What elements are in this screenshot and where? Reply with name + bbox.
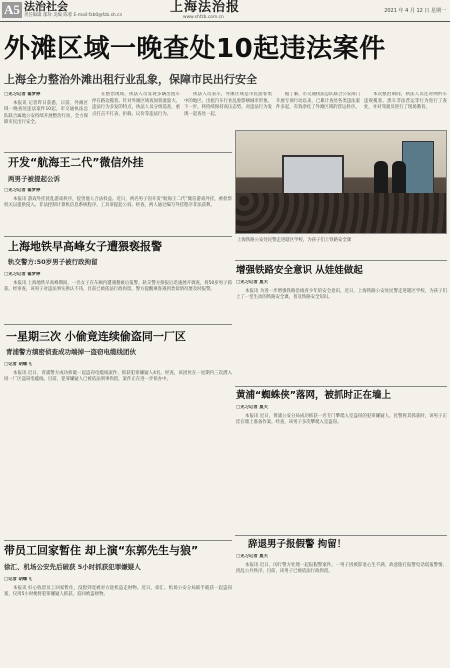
article-title: 黄浦“蜘蛛侠”落网，被抓时正在墙上 bbox=[236, 390, 391, 401]
article-title: 带员工回家暂住 却上演“东郭先生与狼” bbox=[4, 544, 199, 557]
article-body bbox=[236, 280, 447, 384]
lead-byline: □见习记者 翟梦婷 bbox=[4, 92, 41, 97]
lead-text-4: 据了解，市交通执法总队联合公安部门开展专项行动以来，已累计查处各类违法案件多起，有效净化了外滩区域的营运秩序。 bbox=[276, 92, 360, 111]
students-crowd bbox=[236, 193, 446, 233]
school-safety-photo bbox=[235, 130, 447, 234]
article-text: 本报讯 近日，青浦警方成功侦破一起盗窃电缆线案件，抓获犯罪嫌疑人4名。经查，该团伙在一星期内三次潜入同一厂区盗窃电缆线。目前，犯罪嫌疑人已被依法刑事拘留，案件正在进一步侦办中。 bbox=[4, 370, 232, 383]
masthead bbox=[0, 0, 450, 22]
divider bbox=[235, 260, 447, 261]
article-subtitle: 轨交警方:50岁男子被行政拘留 bbox=[8, 258, 98, 266]
article-byline: □见习记者 翟梦婷 bbox=[4, 188, 41, 193]
lead-col-2 bbox=[92, 92, 180, 150]
article-text: 本报讯 好心收留员工回家暂住，没想到竟被对方趁机盗走财物。近日，徐汇、机场公安分局联手破获一起盗窃案，仅用5小时便将犯罪嫌疑人抓获，追回被盗财物。 bbox=[4, 585, 232, 598]
article-title: 上海地铁早高峰女子遭猥亵报警 bbox=[8, 240, 162, 253]
article-byline: □见习记者 夏天 bbox=[236, 280, 269, 285]
article-body bbox=[4, 188, 232, 232]
lead-text-1: 本报讯 记者昨日获悉，日前，外滩区域一晚查处违法案件10起，市交通执法总队联合属地公安持续开展整治行动，全力保障市民出行安全。 bbox=[4, 100, 88, 126]
divider bbox=[4, 236, 232, 237]
lead-text-2: 在整治现场，执法人员发现多辆出租车停在路边揽客。针对外滩区域夜间客流量大、违法行为多发的特点，执法人员分组巡查，重点打击不打表、拒载、议价等违法行为。 bbox=[92, 92, 180, 117]
projector-screen bbox=[282, 155, 344, 195]
lead-text-5: 本次整治期间，执法人员还对网约车违规揽客、黑车非法营运等行为进行了查处，并对驾驶员进行了现场教育。 bbox=[364, 92, 447, 111]
article-subtitle: 青浦警方缜密侦查成功端掉一盗窃电缆线团伙 bbox=[6, 348, 136, 356]
lead-headline: 外滩区域一晚查处10起违法案件 bbox=[4, 34, 386, 64]
lead-col-4 bbox=[276, 92, 360, 128]
article-text: 本报讯 近日，黄浦公安分局成功抓获一名专门攀爬入室盗窃的犯罪嫌疑人，民警将其抓获时，该男子正挂在墙上准备作案。经查，该男子多次攀爬入室盗窃。 bbox=[236, 413, 447, 426]
divider bbox=[4, 540, 232, 541]
article-body bbox=[4, 577, 232, 663]
lead-col-1 bbox=[4, 92, 88, 150]
divider bbox=[4, 324, 232, 325]
article-byline: □见习记者 夏天 bbox=[236, 405, 269, 410]
article-title: 一星期三次 小偷竟连续偷盗同一厂区 bbox=[6, 330, 186, 343]
article-subtitle: 徐汇、机场公安先后破获 5小时抓获犯罪嫌疑人 bbox=[4, 563, 141, 571]
newspaper-url: www.shfzb.com.cn bbox=[183, 15, 224, 20]
page-number: A5 bbox=[4, 2, 20, 17]
lead-subhead: 上海全力整治外滩出租行业乱象，保障市民出行安全 bbox=[4, 73, 257, 86]
photo-caption: 上海铁路公安处民警走进辖区学校，为孩子们上铁路安全课 bbox=[237, 238, 352, 243]
article-byline: □记者 胡蝶飞 bbox=[4, 362, 32, 367]
article-byline: □记者 胡蝶飞 bbox=[4, 577, 32, 582]
editor-meta: 责任编辑 邵珍 美编 陈蓉 E-mail:fzb0@fzb.sh.cn bbox=[24, 13, 123, 18]
article-body bbox=[236, 554, 447, 664]
article-text: 本报讯 近日，闵行警方处理一起报假警案件。一男子因被辞退心生不满，故意拨打报警电话谎报警情，扰乱公共秩序。目前，该男子已被依法行政拘留。 bbox=[236, 562, 447, 575]
article-byline: □见习记者 翟梦婷 bbox=[4, 272, 41, 277]
divider bbox=[235, 535, 447, 536]
article-title: 增强铁路安全意识 从娃娃做起 bbox=[236, 265, 363, 276]
article-text: 本报讯 游戏外挂扰乱游戏秩序，侵害他人合法权益。近日，两名男子因开发“航海王二代”微信游戏外挂，被检察机关以提供侵入、非法控制计算机信息系统程序、工具罪提起公诉。经查，两人通过编写外挂程序非法获利。 bbox=[4, 196, 232, 209]
lead-text-3: 执法人员表示，外滩区域是市民游客集中的地区，出租汽车行业乱象影响城市形象。下一步，将持续保持高压态势，对违法行为发现一起查处一起。 bbox=[184, 92, 272, 117]
newspaper-title: 上海法治报 bbox=[170, 0, 241, 15]
section-name: 法治社会 bbox=[24, 0, 68, 13]
divider bbox=[235, 386, 447, 387]
article-text: 本报讯 为进一步增强铁路沿线青少年的安全意识，近日，上海铁路公安处民警走进辖区学校，为孩子们上了一堂生动的铁路安全课，普及铁路安全知识。 bbox=[236, 288, 447, 301]
article-body bbox=[4, 272, 232, 318]
door-shape bbox=[402, 141, 434, 197]
lead-col-5 bbox=[364, 92, 447, 128]
article-title: 开发“航海王二代”微信外挂 bbox=[8, 156, 144, 169]
article-byline: □见习记者 夏天 bbox=[236, 554, 269, 559]
article-title: 辞退男子报假警 拘留！ bbox=[248, 539, 347, 550]
divider bbox=[4, 152, 232, 153]
article-body bbox=[4, 362, 232, 418]
article-text: 本报讯 上海地铁早高峰期间，一名女子在车厢内遭遇猥亵后报警。轨交警方接报后迅速展开调查，将50岁男子抓获。经审查，该男子对违法事实供认不讳，目前已被依法行政拘留。警方提醒乘客遇到类似情况要及时报警。 bbox=[4, 280, 232, 293]
article-subtitle: 两男子被提起公诉 bbox=[8, 175, 60, 183]
publication-date: 2021 年 4 月 12 日 星期一 bbox=[384, 8, 446, 14]
article-body bbox=[236, 405, 447, 533]
